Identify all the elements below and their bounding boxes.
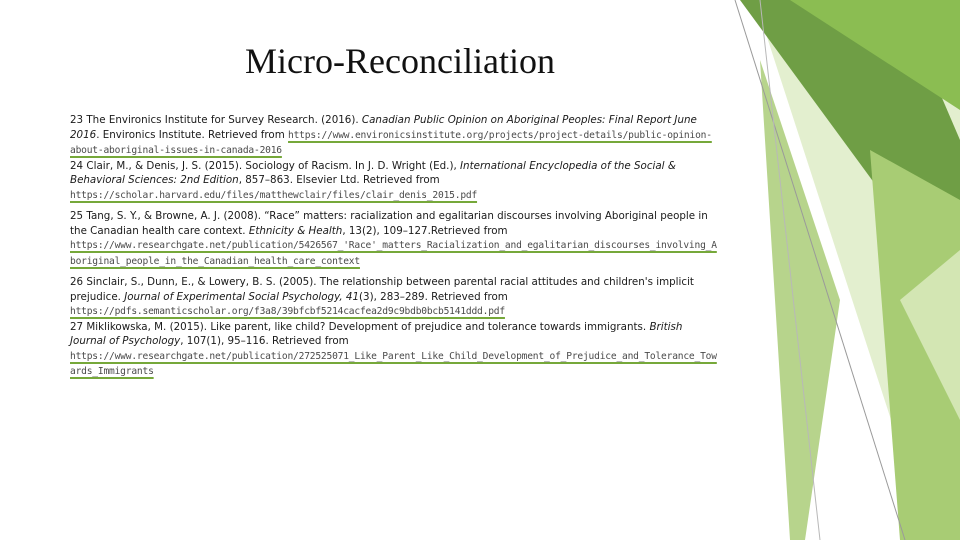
reference-link[interactable]: https://www.researchgate.net/publication/5426567_'Race'_matters_Racialization_and_egalitarian_discourses_involving_Aboriginal_people_in_the_Canadian_health_care_context [70, 240, 717, 267]
reference-link[interactable]: https://www.researchgate.net/publication/272525071_Like_Parent_Like_Child_Development_of_Prejudice_and_Tolerance_Towards_Immigrants [70, 350, 717, 377]
reference-number: 24 [70, 159, 84, 172]
reference-number: 23 [70, 114, 84, 126]
reference-26: 26 Sinclair, S., Dunn, E., & Lowery, B. S. (2005). The relationship between parental racial attitudes and children's implicit prejudice. Journal of Experimental Social Psychology, 41(3), 283–289. Retrieved from https://pdfs.semanticscholar.org/f3a8/39bfcbf5214cacfea2d9c9bdb0bcb5141ddd.pdf [70, 276, 694, 317]
reference-number: 25 [70, 210, 84, 222]
reference-italic-title: Canadian Public Opinion on Aboriginal Peoples: Final Report June 2016 [70, 114, 697, 141]
reference-link[interactable]: https://pdfs.semanticscholar.org/f3a8/39bfcbf5214cacfea2d9c9bdb0bcb5141ddd.pdf [70, 306, 505, 317]
reference-italic-title: Ethnicity & Health [248, 224, 343, 237]
reference-number: 27 [70, 320, 84, 333]
slide-title: Micro-Reconciliation [245, 41, 555, 81]
reference-23: 23 The Environics Institute for Survey Research. (2016). Canadian Public Opinion on Aboriginal Peoples: Final Report June 2016. Environics Institute. Retrieved from https://www.environicsinstitute.org/projects/project-details/public-opinion-about-aboriginal-issues-in-canada-2016 [70, 114, 712, 156]
reference-27: 27 Miklikowska, M. (2015). Like parent, like child? Development of prejudice and tolerance towards immigrants. British Journal of Psychology, 107(1), 95–116. Retrieved from https://www.researchgate.net/publication/272525071_Like_Parent_Like_Child_Development_of_Prejudice_and_Tolerance_Towards_Immigrants [70, 320, 717, 377]
reference-italic-title: British Journal of Psychology [70, 320, 683, 347]
reference-list [70, 113, 720, 380]
reference-italic-title: International Encyclopedia of the Social & Behavioral Sciences: 2nd Edition [70, 159, 676, 186]
reference-link[interactable]: https://scholar.harvard.edu/files/matthewclair/files/clair_denis_2015.pdf [70, 189, 478, 201]
reference-link[interactable]: https://www.environicsinstitute.org/projects/project-details/public-opinion-about-aboriginal-issues-in-canada-2016 [70, 129, 712, 156]
reference-25: 25 Tang, S. Y., & Browne, A. J. (2008). “Race” matters: racialization and egalitarian discourses involving Aboriginal people in the Canadian health care context. Ethnicity & Health, 13(2), 109–127.Retrieved from https://www.researchgate.net/publication/5426567_'Race'_matters_Racialization_and_egalitarian_discourses_involving_Aboriginal_people_in_the_Canadian_health_care_context [70, 210, 717, 267]
reference-24: 24 Clair, M., & Denis, J. S. (2015). Sociology of Racism. In J. D. Wright (Ed.), International Encyclopedia of the Social & Behavioral Sciences: 2nd Edition, 857–863. Elsevier Ltd. Retrieved from https://scholar.harvard.edu/files/matthewclair/files/clair_denis_2015.pdf [70, 159, 676, 201]
reference-italic-title: Journal of Experimental Social Psychology, 41 [124, 290, 360, 303]
reference-number: 26 [70, 276, 84, 288]
